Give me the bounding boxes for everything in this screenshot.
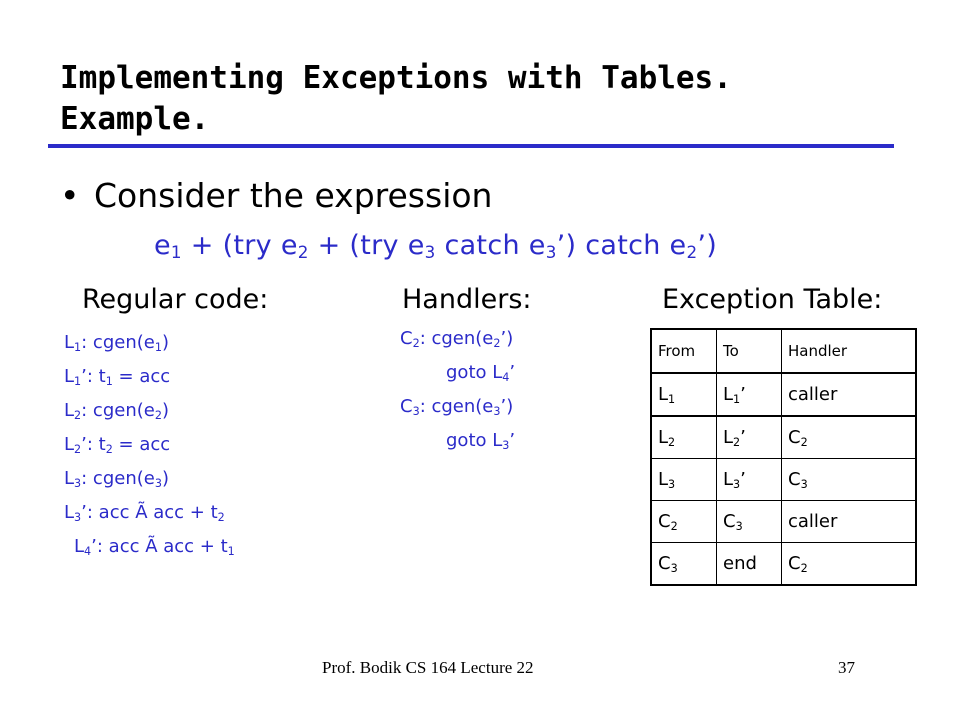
- cell-prime: ’: [740, 384, 746, 405]
- code-sub: 3: [74, 476, 82, 490]
- code-text: ’: [509, 430, 516, 451]
- table-cell: [782, 543, 917, 586]
- column-header-to: To: [717, 329, 782, 373]
- code-prime: ’: [91, 536, 97, 557]
- code-prime: ’: [81, 366, 87, 387]
- code-sub: 2: [105, 442, 113, 456]
- cell-sub: 3: [670, 561, 678, 575]
- bullet-text: Consider the expression: [94, 176, 493, 215]
- code-line: [64, 530, 235, 564]
- table-cell: [717, 373, 782, 416]
- code-sub: 1: [74, 374, 82, 388]
- expr-part: ’) catch e: [556, 230, 687, 261]
- table-cell: [717, 459, 782, 501]
- title-line-2: Example.: [60, 101, 210, 137]
- code-label: L: [64, 502, 75, 523]
- code-sub: 2: [493, 336, 501, 350]
- exception-table: [650, 328, 917, 586]
- cell-text: L: [658, 427, 669, 448]
- cell-text: C: [788, 427, 801, 448]
- cell-sub: 3: [733, 477, 741, 491]
- cell-text: caller: [788, 384, 838, 405]
- column-header-handler: Handler: [782, 329, 917, 373]
- title-underline: [48, 144, 894, 148]
- code-label: C: [400, 328, 413, 349]
- expr-part: + (try e: [308, 230, 425, 261]
- cell-text: C: [788, 469, 801, 490]
- cell-sub: 1: [733, 392, 741, 406]
- code-prime: ’: [81, 434, 87, 455]
- expr-sub: 2: [297, 242, 309, 263]
- code-line: [400, 424, 515, 458]
- code-sub: 2: [154, 408, 162, 422]
- table-cell: [651, 459, 717, 501]
- code-line: [64, 360, 235, 394]
- code-sub: 1: [105, 374, 113, 388]
- code-sub: 3: [502, 438, 510, 452]
- expr-sub: 3: [545, 242, 557, 263]
- cell-text: L: [723, 384, 734, 405]
- table-cell: [717, 501, 782, 543]
- code-line: [64, 462, 235, 496]
- title-line-1: Implementing Exceptions with Tables.: [60, 60, 732, 96]
- code-text: : acc Ã acc + t: [96, 536, 228, 557]
- cell-sub: 3: [735, 519, 743, 533]
- table-cell: [782, 501, 917, 543]
- code-text: : cgen(e: [419, 396, 494, 417]
- code-text: : cgen(e: [419, 328, 494, 349]
- table-cell: [651, 543, 717, 586]
- table-row: [651, 459, 916, 501]
- heading-exception-table: Exception Table:: [662, 284, 883, 315]
- table-cell: [651, 373, 717, 416]
- cell-text: L: [723, 469, 734, 490]
- heading-handlers: Handlers:: [402, 284, 532, 315]
- cell-sub: 3: [668, 477, 676, 491]
- code-label: L: [64, 400, 75, 421]
- code-text: ): [161, 332, 169, 353]
- table-cell: [782, 459, 917, 501]
- cell-text: C: [788, 553, 801, 574]
- code-sub: 1: [227, 544, 235, 558]
- regular-code-block: [64, 326, 235, 564]
- bullet-dot-icon: •: [60, 176, 80, 215]
- code-sub: 1: [154, 340, 162, 354]
- page-number: 37: [838, 658, 855, 677]
- code-text: ): [161, 400, 169, 421]
- heading-regular-code: Regular code:: [82, 284, 269, 315]
- table-row: [651, 416, 916, 459]
- code-text: : t: [86, 434, 106, 455]
- code-sub: 4: [502, 370, 510, 384]
- cell-sub: 2: [800, 561, 808, 575]
- code-label: goto L: [446, 362, 503, 383]
- cell-prime: ’: [740, 427, 746, 448]
- cell-sub: 3: [800, 477, 808, 491]
- table-cell: [651, 501, 717, 543]
- code-text: ’): [500, 328, 514, 349]
- bullet-item: [60, 176, 492, 215]
- code-line: [64, 326, 235, 360]
- code-line: [400, 356, 515, 390]
- code-label: L: [64, 468, 75, 489]
- cell-sub: 2: [668, 435, 676, 449]
- code-line: [64, 394, 235, 428]
- expression: [154, 230, 717, 261]
- cell-text: L: [723, 427, 734, 448]
- code-line: [400, 390, 515, 424]
- code-line: [64, 428, 235, 462]
- code-sub: 4: [84, 544, 92, 558]
- code-label: L: [64, 434, 75, 455]
- table-row: [651, 543, 916, 586]
- cell-text: end: [723, 553, 757, 574]
- cell-sub: 2: [733, 435, 741, 449]
- footer-course-info: Prof. Bodik CS 164 Lecture 22: [322, 658, 534, 677]
- cell-sub: 2: [800, 435, 808, 449]
- slide-title: [60, 58, 880, 140]
- code-text: : acc Ã acc + t: [86, 502, 218, 523]
- code-sub: 3: [154, 476, 162, 490]
- code-line: [64, 496, 235, 530]
- expr-part: catch e: [435, 230, 546, 261]
- cell-sub: 2: [670, 519, 678, 533]
- table-header-row: [651, 329, 916, 373]
- code-sub: 2: [74, 442, 82, 456]
- code-label: L: [64, 366, 75, 387]
- code-sub: 2: [217, 510, 225, 524]
- code-text: ’): [500, 396, 514, 417]
- expr-part: e: [154, 230, 171, 261]
- column-header-from: From: [651, 329, 717, 373]
- code-sub: 3: [493, 404, 501, 418]
- code-text: : cgen(e: [81, 468, 155, 489]
- table-cell: [651, 416, 717, 459]
- cell-sub: 1: [668, 392, 676, 406]
- code-sub: 2: [412, 336, 420, 350]
- table-cell: [717, 416, 782, 459]
- cell-text: L: [658, 384, 669, 405]
- cell-text: caller: [788, 511, 838, 532]
- cell-text: L: [658, 469, 669, 490]
- cell-prime: ’: [740, 469, 746, 490]
- table-cell: [782, 416, 917, 459]
- code-text: : t: [86, 366, 106, 387]
- code-sub: 3: [74, 510, 82, 524]
- code-text: ): [161, 468, 169, 489]
- exception-table-body: [651, 373, 916, 585]
- code-label: L: [74, 536, 85, 557]
- expr-sub: 1: [170, 242, 182, 263]
- table-row: [651, 501, 916, 543]
- code-text: : cgen(e: [81, 400, 155, 421]
- code-label: L: [64, 332, 75, 353]
- table-cell: [717, 543, 782, 586]
- expr-part: ’): [697, 230, 718, 261]
- code-text: = acc: [112, 366, 171, 387]
- code-label: goto L: [446, 430, 503, 451]
- expr-sub: 3: [424, 242, 436, 263]
- table-row: [651, 373, 916, 416]
- cell-text: C: [658, 511, 671, 532]
- handlers-code-block: [400, 322, 515, 458]
- code-sub: 1: [74, 340, 82, 354]
- code-text: ’: [509, 362, 516, 383]
- table-cell: [782, 373, 917, 416]
- cell-text: C: [658, 553, 671, 574]
- expr-part: + (try e: [181, 230, 298, 261]
- code-text: : cgen(e: [81, 332, 155, 353]
- expr-sub: 2: [686, 242, 698, 263]
- cell-text: C: [723, 511, 736, 532]
- code-prime: ’: [81, 502, 87, 523]
- code-sub: 3: [412, 404, 420, 418]
- code-sub: 2: [74, 408, 82, 422]
- code-line: [400, 322, 515, 356]
- code-label: C: [400, 396, 413, 417]
- code-text: = acc: [112, 434, 171, 455]
